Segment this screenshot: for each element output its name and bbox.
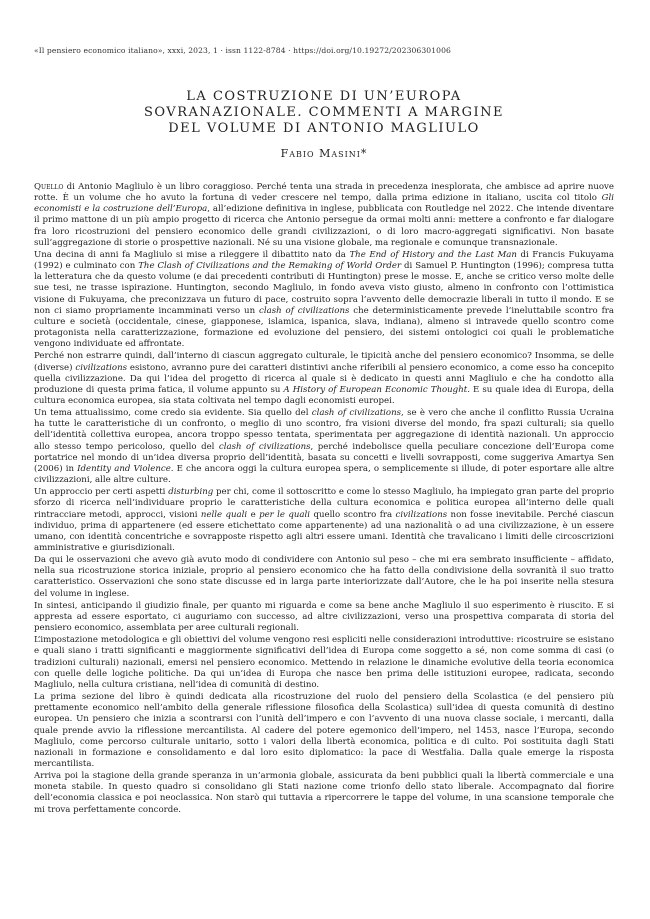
paragraph-7: In sintesi, anticipando il giudizio finale, per quanto mi riguarda e come sa bene anche Magliulo il suo esperimento è riuscito. E si appresta ad essere esportato, ci auguriamo con successo, ad altre civilizzazioni, verso una prospettiva comparata di storia del pensiero economico, assemblata per aree culturali regionali. [34, 600, 614, 634]
article-body [34, 182, 614, 816]
paragraph-2: Una decina di anni fa Magliulo si mise a rileggere il dibattito nato da The End of History and the Last Man di Francis Fukuyama (1992) e culminato con The Clash of Civilizations and the Remaking of World Order di Samuel P. Huntington (1996); compresa tutta la letteratura che da questo volume (e dai precedenti contributi di Huntington) prese le mosse. E, anche se critico verso molte delle sue tesi, ne trasse ispirazione. Huntington, secondo Magliulo, in fondo aveva visto giusto, almeno in confronto con l’ottimistica visione di Fukuyama, che preconizzava un futuro di pace, costruito sopra l’avvento delle democrazie liberali in tutto il mondo. E se non ci siamo propriamente incamminati verso un clash of civilizations che deterministicamente prevede l’ineluttabile scontro fra culture e società (occidentale, cinese, giapponese, islamica, ispanica, slava, indiana), almeno si intravede quello scontro come protagonista nella caratterizzazione, formazione ed evoluzione del pensiero, dei sistemi ontologici coi quali le problematiche vengono individuate ed affrontate. [34, 249, 614, 350]
paragraph-1: Quello di Antonio Magliulo è un libro coraggioso. Perché tenta una strada in precedenza inesplorata, che ambisce ad aprire nuove rotte. È un volume che ho avuto la fortuna di veder crescere nel tempo, dalla prima edizione in italiano, uscita col titolo Gli economisti e la costruzione dell’Europa, all’edizione definitiva in inglese, pubblicata con Routledge nel 2022. Che intende diventare il primo mattone di un più ampio progetto di ricerca che Antonio persegue da ormai molti anni: mettere a confronto e far dialogare fra loro ricostruzioni del pensiero economico delle grandi civilizzazioni, o di loro macro-aggregati significativi. Non basate sull’aggregazione di storie o prospettive nazionali. Né su una visione globale, ma regionale e comunque transnazionale. [34, 182, 614, 248]
article-title [34, 89, 614, 137]
paragraph-6: Da qui le osservazioni che avevo già avuto modo di condividere con Antonio sul peso – che mi era sembrato insufficiente – affidato, nella sua ricostruzione storica iniziale, proprio al pensiero economico che ha fatto della condivisione della sovranità il suo tratto caratteristico. Osservazioni che sono state discusse ed in larga parte interiorizzate dall’Autore, che le ha poi inserite nella stesura del volume in inglese. [34, 555, 614, 599]
title-line-1: LA COSTRUZIONE DI UN’EUROPA [186, 89, 462, 104]
paragraph-8: L’impostazione metodologica e gli obiettivi del volume vengono resi espliciti nelle considerazioni introduttive: ricostruire se esistano e quali siano i tratti significanti e maggiormente significativi dell’idea di Europa come soggetto a sé, non come somma di casi (o tradizioni culturali) nazionali, emersi nel pensiero economico. Mettendo in relazione le dinamiche evolutive della teoria economica con quelle delle logiche politiche. Da qui un’idea di Europa che nasce ben prima delle istituzioni europee, radicata, secondo Magliulo, nella cultura cristiana, nell’idea di comunità di destino. [34, 635, 614, 690]
title-line-2: SOVRANAZIONALE. COMMENTI A MARGINE [143, 105, 505, 120]
paragraph-3: Perché non estrarre quindi, dall’interno di ciascun aggregato culturale, le tipicità anche del pensiero economico? Insomma, se delle (diverse) civilizations esistono, avranno pure dei caratteri distintivi anche riferibili al pensiero economico, a come esso ha concepito quella civilizzazione. Da qui l’idea del progetto di ricerca al quale si è dedicato in questi anni Magliulo e che ha condotto alla produzione di questa prima fatica, il volume appunto su A History of European Economic Thought. E su quale idea di Europa, della cultura economica europea, sia stata coltivata nel tempo dagli economisti europei. [34, 351, 615, 406]
paragraph-9: La prima sezione del libro è quindi dedicata alla ricostruzione del ruolo del pensiero della Scolastica (e del pensiero più prettamente economico nell’ambito della generale riflessione filosofica della Scolastica) sull’idea di questa comunità di destino europea. Un pensiero che inizia a scontrarsi con l’unità dell’impero e con l’avvento di una nuova classe sociale, i mercanti, dalla quale prende avvio la riflessione mercantilista. Al cadere del potere egemonico dell’impero, nel 1453, nasce l’Europa, secondo Magliulo, come percorso culturale unitario, sotto i valori della libertà economica, politica e di culto. Poi sostituita dagli Stati nazionali in formazione e consolidamento e dal loro esito diplomatico: la pace di Westfalia. Dalla quale emerge la risposta mercantilista. [34, 692, 614, 769]
paragraph-4: Un tema attualissimo, come credo sia evidente. Sia quello del clash of civilizations, se è vero che anche il conflitto Russia Ucraina ha tutte le caratteristiche di un confronto, o meglio di uno scontro, fra visioni diverse del mondo, fra spazi culturali; sia quello dell’identità collettiva europea, ancora troppo spesso tentata, sperimentata per aggregazione di identità nazionali. Un approccio allo stesso tempo pericoloso, quello del clash of civilizations, perché indebolisce quella peculiare concezione dell’Europa come portatrice nel mondo di un’idea diversa proprio dell’identità, basata su concetti e livelli sovrapposti, come suggeriva Amartya Sen (2006) in Identity and Violence. E che ancora oggi la cultura europea spera, o semplicemente si illude, di poter esportare alle altre civilizzazioni, alle altre culture. [34, 408, 614, 486]
drop-lead: Quello [34, 182, 64, 192]
author-name: Fabio Masini* [280, 147, 368, 160]
title-line-3: DEL VOLUME DI ANTONIO MAGLIULO [168, 121, 480, 136]
running-head: «Il pensiero economico italiano», xxxi, 2023, 1 · issn 1122-8784 · https://doi.org/10.19272/202306301006 [34, 46, 451, 55]
paragraph-5: Un approccio per certi aspetti disturbing per chi, come il sottoscritto e come lo stesso Magliulo, ha impiegato gran parte del proprio sforzo di ricerca nell’individuare proprio le caratteristiche della cultura economica e politica europea all’interno delle quali rintracciare metodi, approcci, visioni nelle quali e per le quali quello scontro fra civilizations non fosse inevitabile. Perché ciascun individuo, prima di appartenere (ed essere etichettato come appartenente) ad una nazionalità o ad una civilizzazione, è un essere umano, con identità concentriche e sovrapposte rispetto agli altri essere umani. Identità che travalicano i limiti delle circoscrizioni amministrative e giurisdizionali. [34, 487, 614, 553]
paragraph-10: Arriva poi la stagione della grande speranza in un’armonia globale, assicurata da beni pubblici quali la libertà commerciale e una moneta stabile. In questo quadro si consolidano gli Stati nazione come trionfo dello stato liberale. Accompagnato dal fiorire dell’economia classica e poi neoclassica. Non starò qui tuttavia a ripercorrere le tappe del volume, in una scansione temporale che mi trova perfettamente concorde. [34, 771, 614, 815]
